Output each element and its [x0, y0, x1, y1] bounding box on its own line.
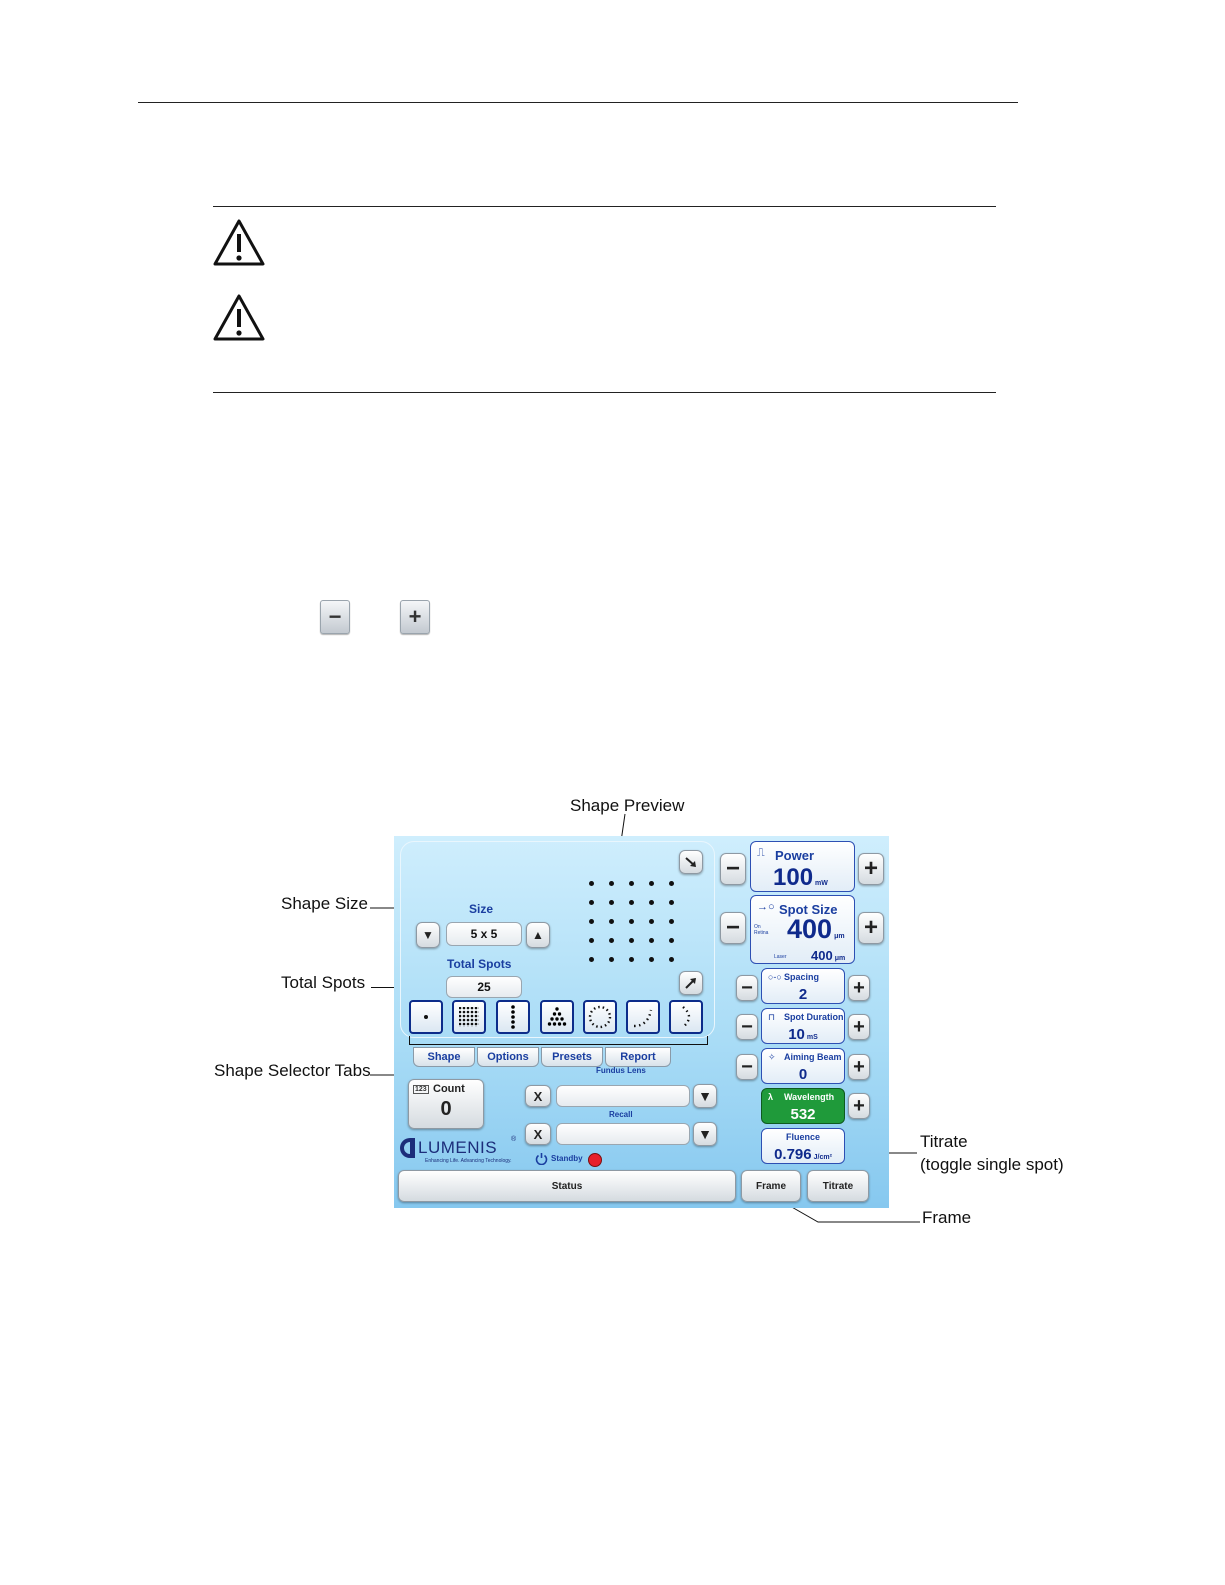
spacing-label: Spacing — [784, 972, 820, 982]
recall-field[interactable] — [556, 1123, 690, 1145]
plus-icon: + — [853, 977, 865, 999]
preview-spot — [589, 900, 594, 905]
callout-titrate-note: (toggle single spot) — [920, 1155, 1064, 1174]
preview-spot — [609, 919, 614, 924]
spot-size-icon: →○ — [757, 901, 775, 913]
spot-duration-unit: mS — [806, 1034, 818, 1041]
fundus-lens-dropdown-button[interactable] — [693, 1084, 717, 1108]
minus-icon: − — [725, 855, 740, 882]
spot-size-label: Spot Size — [779, 902, 838, 917]
power-label: Power — [775, 848, 815, 863]
fundus-lens-label: Fundus Lens — [596, 1066, 646, 1075]
preview-spot — [629, 881, 634, 886]
minus-icon: − — [741, 1056, 753, 1078]
standby-indicator — [588, 1153, 602, 1167]
power-pulse-icon: ⎍ — [757, 847, 765, 859]
partial-arc-icon[interactable] — [669, 1000, 703, 1034]
minus-icon: − — [725, 914, 740, 941]
minus-icon: − — [328, 604, 342, 629]
preview-spot — [609, 900, 614, 905]
minus-icon: − — [741, 977, 753, 999]
preview-spot — [649, 881, 654, 886]
warning-triangle-icon — [212, 218, 266, 268]
spacing-icon: ○-○ — [768, 972, 782, 982]
plus-icon: + — [863, 855, 878, 882]
preview-spot — [669, 881, 674, 886]
preview-spot — [609, 957, 614, 962]
triangle-down-icon: ▼ — [698, 1126, 712, 1142]
spot-duration-value: 10 — [788, 1026, 805, 1043]
fluence-panel — [761, 1128, 845, 1164]
size-value: 5 x 5 — [446, 922, 522, 946]
preview-spot — [609, 881, 614, 886]
size-up-button[interactable] — [526, 922, 550, 948]
on-retina-label: On Retina — [754, 924, 769, 936]
plus-icon: + — [408, 604, 422, 629]
triangle-icon[interactable] — [540, 1000, 574, 1034]
minus-icon: − — [741, 1016, 753, 1038]
size-down-button[interactable] — [416, 922, 440, 948]
wavelength-panel[interactable] — [761, 1088, 845, 1124]
aiming-beam-decrease-button[interactable] — [736, 1054, 758, 1080]
preview-spot — [669, 957, 674, 962]
triangle-up-icon: ▲ — [532, 928, 544, 942]
preview-spot — [589, 881, 594, 886]
rotate-arrow-icon — [684, 976, 698, 990]
callout-total-spots: Total Spots — [281, 973, 366, 992]
callout-frame: Frame — [922, 1208, 972, 1227]
standby-label: Standby — [551, 1154, 583, 1163]
shape-preview — [589, 881, 679, 966]
spot-size-decrease-button[interactable] — [720, 912, 746, 944]
triangle-down-icon: ▼ — [698, 1088, 712, 1104]
size-label: Size — [469, 902, 494, 916]
preview-spot — [669, 900, 674, 905]
titrate-button[interactable]: Titrate — [807, 1170, 869, 1202]
power-panel[interactable] — [750, 841, 855, 892]
status-button[interactable]: Status — [398, 1170, 736, 1202]
aiming-beam-icon: ✧ — [768, 1052, 776, 1062]
plus-icon: + — [863, 914, 878, 941]
plus-icon: + — [853, 1056, 865, 1078]
preview-spot — [609, 938, 614, 943]
spot-duration-panel[interactable] — [761, 1008, 845, 1044]
logo-registered: ® — [511, 1136, 517, 1143]
recall-label: Recall — [609, 1110, 633, 1119]
warning-bottom-rule — [213, 392, 996, 393]
count-label: Count — [433, 1083, 465, 1095]
laser-control-screen — [394, 836, 889, 1208]
laser-spot-value: 400 — [811, 948, 833, 963]
shape-tabs-bracket — [409, 1036, 708, 1045]
spot-duration-decrease-button[interactable] — [736, 1014, 758, 1040]
spacing-panel[interactable] — [761, 968, 845, 1004]
logo-tagline: Enhancing Life. Advancing Technology. — [425, 1158, 512, 1164]
spot-size-unit: μm — [834, 933, 845, 940]
fluence-value: 0.796 — [774, 1146, 812, 1163]
minus-button-image — [320, 600, 350, 634]
aiming-beam-panel[interactable] — [761, 1048, 845, 1084]
preview-spot — [589, 957, 594, 962]
plus-button-image — [400, 600, 430, 634]
preview-spot — [629, 900, 634, 905]
rotate-arrow-icon — [684, 855, 698, 869]
callout-shape-selector-tabs: Shape Selector Tabs — [214, 1061, 371, 1080]
power-decrease-button[interactable] — [720, 853, 746, 885]
preview-spot — [669, 938, 674, 943]
laser-label: Laser — [774, 954, 787, 960]
preview-spot — [669, 919, 674, 924]
arc-icon[interactable] — [626, 1000, 660, 1034]
plus-icon: + — [853, 1016, 865, 1038]
aiming-beam-label: Aiming Beam — [784, 1052, 842, 1062]
wavelength-value: 532 — [790, 1106, 816, 1123]
logo-text: LUMENIS — [418, 1138, 498, 1157]
aiming-beam-value: 0 — [798, 1066, 808, 1083]
single-spot-icon[interactable] — [409, 1000, 443, 1034]
preview-spot — [589, 938, 594, 943]
spot-size-value: 400 — [787, 914, 833, 944]
spot-duration-increase-button[interactable] — [848, 1014, 870, 1040]
power-unit: mW — [815, 880, 828, 887]
preview-spot — [649, 938, 654, 943]
counter-icon: 123 — [415, 1086, 427, 1093]
fluence-label: Fluence — [785, 1132, 820, 1142]
triangle-down-icon: ▼ — [422, 928, 434, 942]
power-value: 100 — [773, 864, 814, 891]
circle-icon[interactable] — [583, 1000, 617, 1034]
wavelength-increase-button[interactable] — [848, 1093, 870, 1119]
wavelength-label: Wavelength — [784, 1092, 835, 1102]
logo-mark-icon — [400, 1137, 416, 1159]
tab-presets[interactable]: Presets — [541, 1047, 603, 1067]
spot-size-panel[interactable] — [750, 895, 855, 964]
plus-icon: + — [853, 1095, 865, 1117]
spacing-increase-button[interactable] — [848, 975, 870, 1001]
tab-options[interactable]: Options — [477, 1047, 539, 1067]
count-display[interactable] — [408, 1079, 484, 1129]
preview-spot — [649, 919, 654, 924]
rotate-cw-button[interactable] — [679, 850, 703, 874]
preview-spot — [649, 957, 654, 962]
spacing-value: 2 — [798, 986, 808, 1003]
lambda-icon: λ — [768, 1092, 774, 1102]
spacing-decrease-button[interactable] — [736, 975, 758, 1001]
preview-spot — [629, 957, 634, 962]
spot-size-increase-button[interactable] — [858, 912, 884, 944]
recall-clear-button[interactable]: X — [525, 1123, 551, 1145]
square-grid-icon[interactable] — [452, 1000, 486, 1034]
callout-shape-preview: Shape Preview — [570, 796, 685, 815]
fundus-lens-clear-button[interactable]: X — [525, 1085, 551, 1107]
spot-duration-label: Spot Duration — [784, 1012, 844, 1022]
lumenis-logo — [400, 1136, 520, 1166]
power-icon — [535, 1152, 548, 1165]
frame-button[interactable]: Frame — [741, 1170, 801, 1202]
tab-shape[interactable]: Shape — [413, 1047, 475, 1067]
aiming-beam-increase-button[interactable] — [848, 1054, 870, 1080]
count-value: 0 — [440, 1098, 452, 1120]
callout-titrate: Titrate — [920, 1132, 968, 1151]
fundus-lens-field[interactable] — [556, 1085, 690, 1107]
warning-triangle-icon — [212, 293, 266, 343]
preview-spot — [629, 938, 634, 943]
preview-spot — [649, 900, 654, 905]
rotate-ccw-button[interactable] — [679, 971, 703, 995]
recall-dropdown-button[interactable] — [693, 1122, 717, 1146]
preview-spot — [589, 919, 594, 924]
preview-spot — [629, 919, 634, 924]
fluence-unit: J/cm² — [813, 1154, 832, 1161]
total-spots-label: Total Spots — [447, 957, 512, 971]
tab-report[interactable]: Report — [605, 1047, 671, 1067]
duration-icon: ⊓ — [768, 1012, 776, 1022]
warning-top-rule — [213, 206, 996, 207]
line-icon[interactable] — [496, 1000, 530, 1034]
callout-shape-size: Shape Size — [281, 894, 368, 913]
power-increase-button[interactable] — [858, 853, 884, 885]
header-rule — [138, 102, 1018, 103]
total-spots-value: 25 — [446, 976, 522, 998]
laser-spot-unit: μm — [834, 955, 846, 962]
